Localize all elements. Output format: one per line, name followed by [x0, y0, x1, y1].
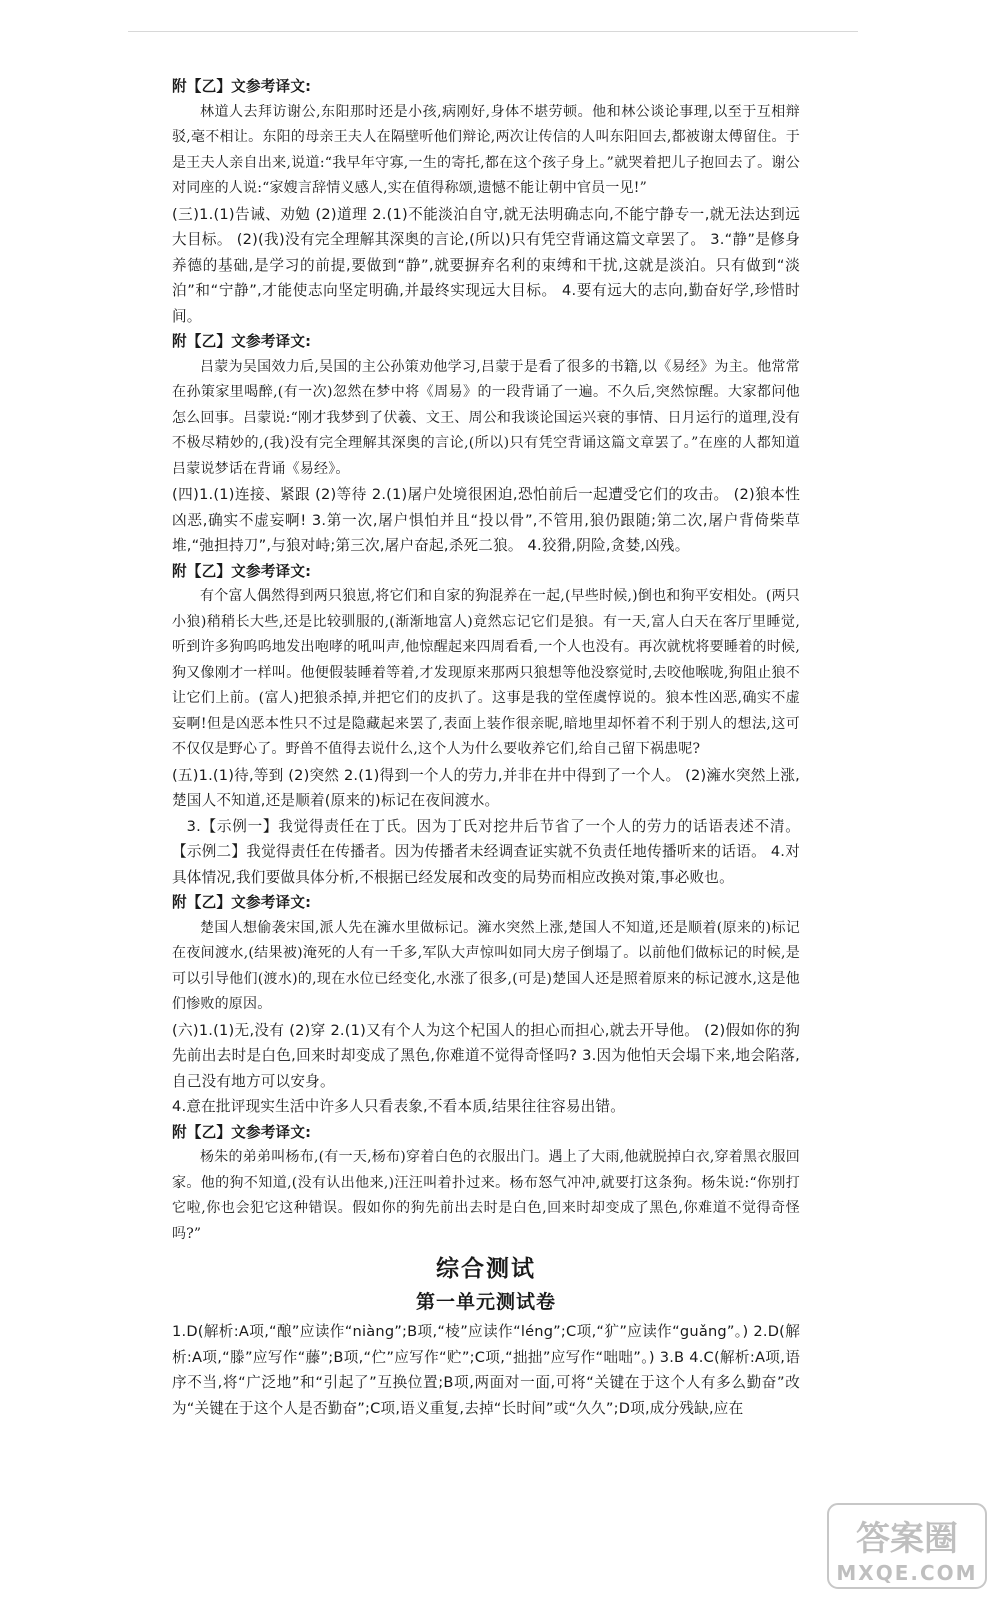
watermark-line2: MXQE.COM [836, 1561, 978, 1585]
answer-page [172, 74, 800, 1421]
section-heading: 附【乙】文参考译文: [172, 78, 312, 95]
answer-paragraph: 3.【示例一】我觉得责任在丁氏。因为丁氏对挖井后节省了一个人的劳力的话语表述不清。【示例二】我觉得责任在传播者。因为传播者未经调查证实就不负责任地传播听来的话语。 4.对具体情况,我们要做具体分析,不根据已经发展和改变的局势而相应改换对策,事必败也。 [172, 817, 800, 886]
unit-title: 第一单元测试卷 [415, 1291, 556, 1313]
answer-paragraph: (五)1.(1)待,等到 (2)突然 2.(1)得到一个人的劳力,并非在井中得到了一个人。 (2)澭水突然上涨,楚国人不知道,还是顺着(原来的)标记在夜间渡水。 [172, 766, 800, 809]
chapter-title: 综合测试 [436, 1256, 536, 1282]
translation-paragraph: 吕蒙为吴国效力后,吴国的主公孙策劝他学习,吕蒙于是看了很多的书籍,以《易经》为主。他常常在孙策家里喝醉,(有一次)忽然在梦中将《周易》的一段背诵了一遍。不久后,突然惊醒。大家都问他怎么回事。吕蒙说:“刚才我梦到了伏羲、文王、周公和我谈论国运兴衰的事情、日月运行的道理,没有不极尽精妙的,(我)没有完全理解其深奥的言论,(所以)只有凭空背诵这篇文章罢了。”在座的人都知道吕蒙说梦话在背诵《易经》。 [172, 358, 800, 477]
section-heading: 附【乙】文参考译文: [172, 894, 312, 911]
answer-paragraph: (四)1.(1)连接、紧跟 (2)等待 2.(1)屠户处境很困迫,恐怕前后一起遭受它们的攻击。 (2)狼本性凶恶,确实不虚妄啊! 3.第一次,屠户惧怕并且“投以骨”,不管用,狼仍跟随;第二次,屠户背倚柴草堆,“弛担持刀”,与狼对峙;第三次,屠户奋起,杀死二狼。 4.狡猾,阴险,贪婪,凶残。 [172, 486, 800, 554]
answer-paragraph: 4.意在批评现实生活中许多人只看表象,不看本质,结果往往容易出错。 [172, 1098, 626, 1115]
section-heading: 附【乙】文参考译文: [172, 1123, 312, 1141]
translation-paragraph: 楚国人想偷袭宋国,派人先在澭水里做标记。澭水突然上涨,楚国人不知道,还是顺着(原来的)标记在夜间渡水,(结果被)淹死的人有一千多,军队大声惊叫如同大房子倒塌了。以前他们做标记的时候,是可以引导他们(渡水)的,现在水位已经变化,水涨了很多,(可是)楚国人还是照着原来的标记渡水,这是他们惨败的原因。 [172, 919, 800, 1012]
top-rule [128, 31, 858, 32]
answer-paragraph: 1.D(解析:A项,“酿”应读作“niàng”;B项,“棱”应读作“léng”;C项,“犷”应读作“guǎng”。) 2.D(解析:A项,“滕”应写作“藤”;B项,“伫”应写作“贮”;C项,“拙拙”应写作“咄咄”。) 3.B 4.C(解析:A项,语序不当,将“广泛地”和“引起了”互换位置;B项,两面对一面,可将“关键在于这个人有多么勤奋”改为“关键在于这个人是否勤奋”;C项,语义重复,去掉“长时间”或“久久”;D项,成分残缺,应在 [172, 1323, 800, 1417]
translation-paragraph: 有个富人偶然得到两只狼崽,将它们和自家的狗混养在一起,(早些时候,)倒也和狗平安相处。(两只小狼)稍稍长大些,还是比较驯服的,(渐渐地富人)竟然忘记它们是狼。有一天,富人白天在客厅里睡觉,听到许多狗呜呜地发出咆哮的吼叫声,他惊醒起来四周看看,一个人也没有。再次就枕将要睡着的时候,狗又像刚才一样叫。他便假装睡着等着,才发现原来那两只狼想等他没察觉时,去咬他喉咙,狗阻止狼不让它们上前。(富人)把狼杀掉,并把它们的皮扒了。这事是我的堂侄虞惇说的。狼本性凶恶,确实不虚妄啊!但是凶恶本性只不过是隐藏起来罢了,表面上装作很亲昵,暗地里却怀着不利于别人的想法,这可不仅仅是野心了。野兽不值得去说什么,这个人为什么要收养它们,给自己留下祸患呢? [172, 588, 800, 757]
watermark-line1: 答案圈 [856, 1519, 958, 1559]
translation-paragraph: 杨朱的弟弟叫杨布,(有一天,杨布)穿着白色的衣服出门。遇上了大雨,他就脱掉白衣,穿着黑衣服回家。他的狗不知道,(没有认出他来,)汪汪叫着扑过来。杨布怒气冲冲,就要打这条狗。杨朱说:“你别打它啦,你也会犯它这种错误。假如你的狗先前出去时是白色,回来时却变成了黑色,你难道不觉得奇怪吗?” [172, 1149, 800, 1242]
section-heading: 附【乙】文参考译文: [172, 562, 312, 580]
answer-paragraph: (三)1.(1)告诫、劝勉 (2)道理 2.(1)不能淡泊自守,就无法明确志向,不能宁静专一,就无法达到远大目标。 (2)(我)没有完全理解其深奥的言论,(所以)只有凭空背诵这篇文章罢了。 3.“静”是修身养德的基础,是学习的前提,要做到“静”,就要摒弃名利的束缚和干扰,这就是淡泊。只有做到“淡泊”和“宁静”,才能使志向坚定明确,并最终实现远大目标。 4.要有远大的志向,勤奋好学,珍惜时间。 [172, 205, 800, 325]
watermark-logo [824, 1500, 990, 1592]
translation-paragraph: 林道人去拜访谢公,东阳那时还是小孩,病刚好,身体不堪劳顿。他和林公谈论事理,以至于互相辩驳,毫不相让。东阳的母亲王夫人在隔壁听他们辩论,两次让传信的人叫东阳回去,都被谢太傅留住。于是王夫人亲自出来,说道:“我早年守寡,一生的寄托,都在这个孩子身上。”就哭着把儿子抱回去了。谢公对同座的人说:“家嫂言辞情义感人,实在值得称颂,遗憾不能让朝中官员一见!” [172, 103, 800, 196]
section-heading: 附【乙】文参考译文: [172, 333, 312, 350]
answer-paragraph: (六)1.(1)无,没有 (2)穿 2.(1)又有个人为这个杞国人的担心而担心,就去开导他。 (2)假如你的狗先前出去时是白色,回来时却变成了黑色,你难道不觉得奇怪吗? 3.因为他怕天会塌下来,地会陷落,自己没有地方可以安身。 [172, 1021, 800, 1090]
